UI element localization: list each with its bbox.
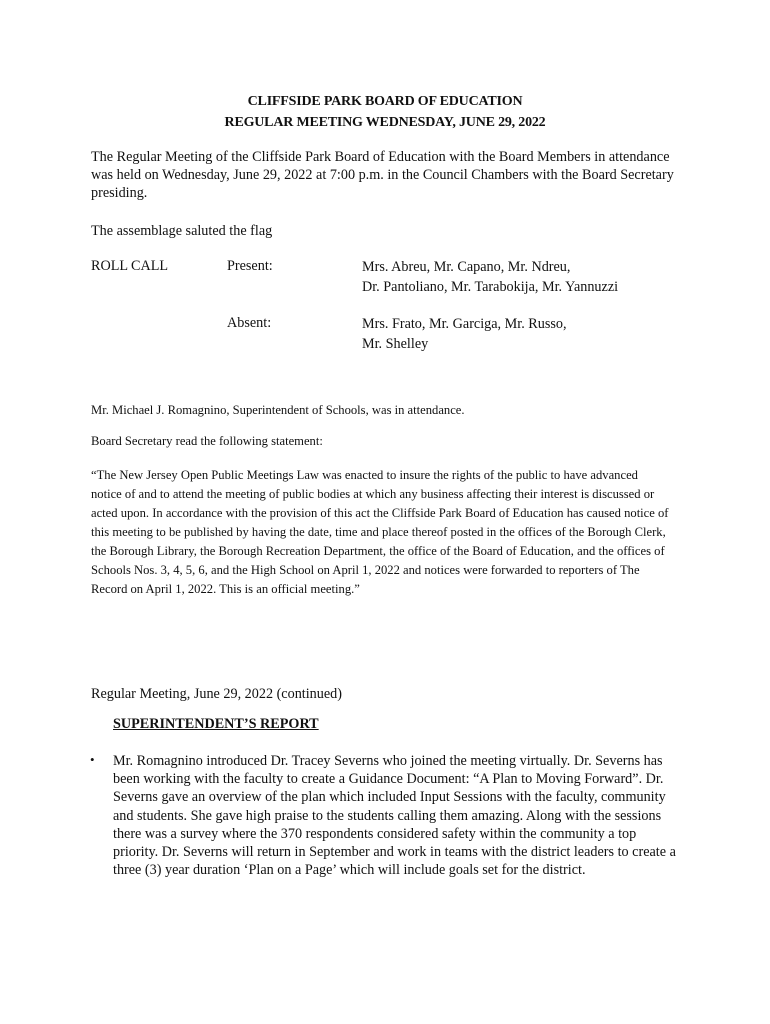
present-line-2: Dr. Pantoliano, Mr. Tarabokija, Mr. Yannuzzi [362,279,619,295]
secretary-statement-intro: Board Secretary read the following statement: [91,434,323,448]
roll-call-label: ROLL CALL [91,258,169,274]
absent-label: Absent: [227,315,272,331]
bullet-icon: • [90,752,95,767]
present-members [362,257,682,297]
open-meetings-statement: “The New Jersey Open Public Meetings Law was enacted to insure the rights of the public to have advanced notice of and to attend the meeting of public bodies at which any business affecting their interest is discussed or acted upon. In accordance with the provision of this act the Cliffside Park Board of Education has caused notice of this meeting to be published by having the date, time and place thereof posted in the offices of the Borough Clerk, the Borough Library, the Borough Recreation Department, the office of the Board of Education, and the offices of Schools Nos. 3, 4, 5, 6, and the High School on April 1, 2022 and notices were forwarded to reporters of The Record on April 1, 2022. This is an official meeting.” [91,468,669,596]
intro-paragraph: The Regular Meeting of the Cliffside Park Board of Education with the Board Members in attendance was held on Wednesday, June 29, 2022 at 7:00 p.m. in the Council Chambers with the Board Secretary presiding. [91,149,674,201]
document-subtitle: REGULAR MEETING WEDNESDAY, JUNE 29, 2022 [224,115,546,130]
flag-salute-text: The assemblage saluted the flag [91,223,273,239]
absent-line-1: Mrs. Frato, Mr. Garciga, Mr. Russo, [362,316,567,332]
present-label: Present: [227,258,273,274]
present-line-1: Mrs. Abreu, Mr. Capano, Mr. Ndreu, [362,259,571,275]
report-item: Mr. Romagnino introduced Dr. Tracey Severns who joined the meeting virtually. Dr. Severns has been working with the faculty to create a Guidance Document: “A Plan to Moving Forward”. Dr. Severns gave an overview of the plan which included Input Sessions with the faculty, community and students. She gave high praise to the students calling them amazing. Along with the sessions there was a survey where the 370 respondents considered safety within the community a top priority. Dr. Severns will return in September and work in teams with the district leaders to create a three (3) year duration ‘Plan on a Page’ which will include goals set for the district. [113,753,676,879]
absent-members [362,314,682,354]
superintendent-attendance: Mr. Michael J. Romagnino, Superintendent of Schools, was in attendance. [91,403,465,417]
document-title: CLIFFSIDE PARK BOARD OF EDUCATION [247,94,523,109]
absent-line-2: Mr. Shelley [362,336,429,352]
continued-header: Regular Meeting, June 29, 2022 (continued) [91,686,342,702]
superintendent-report-heading: SUPERINTENDENT’S REPORT [113,716,319,732]
